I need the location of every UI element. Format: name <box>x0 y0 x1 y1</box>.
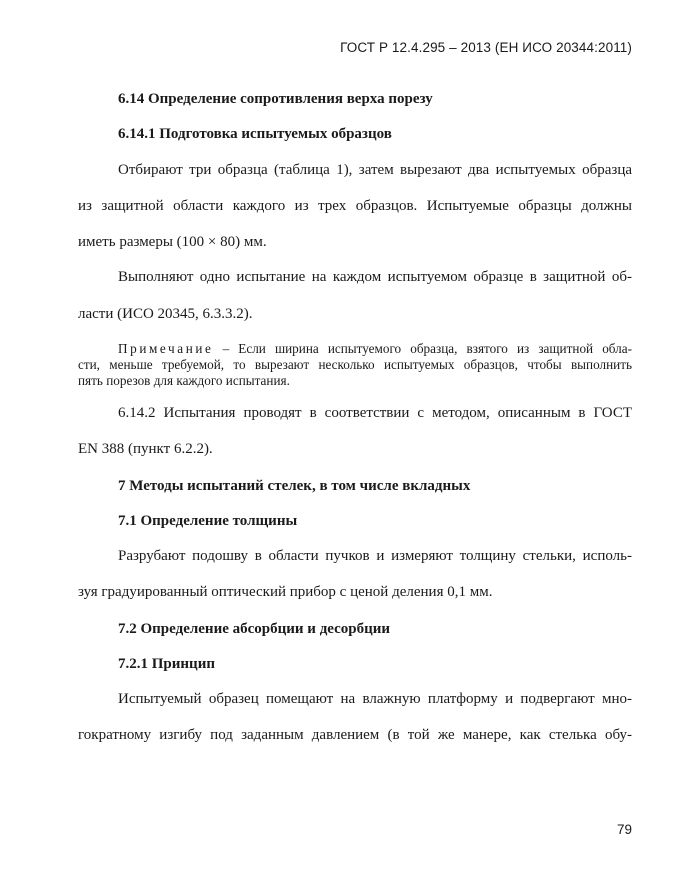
note-line: пять порезов для каждого испытания. <box>78 373 290 388</box>
paragraph-line: Испытуемый образец помещают на влажную платформу и подвергают мно- <box>118 691 632 707</box>
subsection-heading-7-1: 7.1 Определение толщины <box>118 513 298 529</box>
note-label: Примечание <box>118 341 214 356</box>
note-line: сти, меньше требуемой, то вырезают несколько испытуемых образцов, чтобы выполнить <box>78 357 632 372</box>
paragraph-line: иметь размеры (100 × 80) мм. <box>78 234 267 250</box>
paragraph-line: из защитной области каждого из трех образцов. Испытуемые образцы должны <box>78 198 632 214</box>
note-text: – Если ширина испытуемого образца, взятого из защитной обла- <box>213 341 632 356</box>
subsection-heading-7-2-1: 7.2.1 Принцип <box>118 656 215 672</box>
section-heading-7: 7 Методы испытаний стелек, в том числе вкладных <box>118 478 471 494</box>
document-header: ГОСТ Р 12.4.295 – 2013 (ЕН ИСО 20344:2011) <box>340 40 632 55</box>
paragraph-line: зуя градуированный оптический прибор с ценой деления 0,1 мм. <box>78 584 493 600</box>
paragraph-line: 6.14.2 Испытания проводят в соответствии с методом, описанным в ГОСТ <box>118 405 632 421</box>
paragraph-line: Отбирают три образца (таблица 1), затем вырезают два испытуемых образца <box>118 162 632 178</box>
paragraph-line: EN 388 (пункт 6.2.2). <box>78 441 213 457</box>
note-line <box>118 341 632 357</box>
paragraph-line: ласти (ИСО 20345, 6.3.3.2). <box>78 306 253 322</box>
subsection-heading-6-14-1: 6.14.1 Подготовка испытуемых образцов <box>118 126 392 142</box>
page-number: 79 <box>616 822 632 837</box>
subsection-heading-7-2: 7.2 Определение абсорбции и десорбции <box>118 621 391 637</box>
paragraph-line: Разрубают подошву в области пучков и измеряют толщину стельки, исполь- <box>118 548 632 564</box>
paragraph-line: гократному изгибу под заданным давлением (в той же манере, как стелька обу- <box>78 727 632 743</box>
paragraph-line: Выполняют одно испытание на каждом испытуемом образце в защитной об- <box>118 269 632 285</box>
section-heading-6-14: 6.14 Определение сопротивления верха порезу <box>118 91 433 107</box>
